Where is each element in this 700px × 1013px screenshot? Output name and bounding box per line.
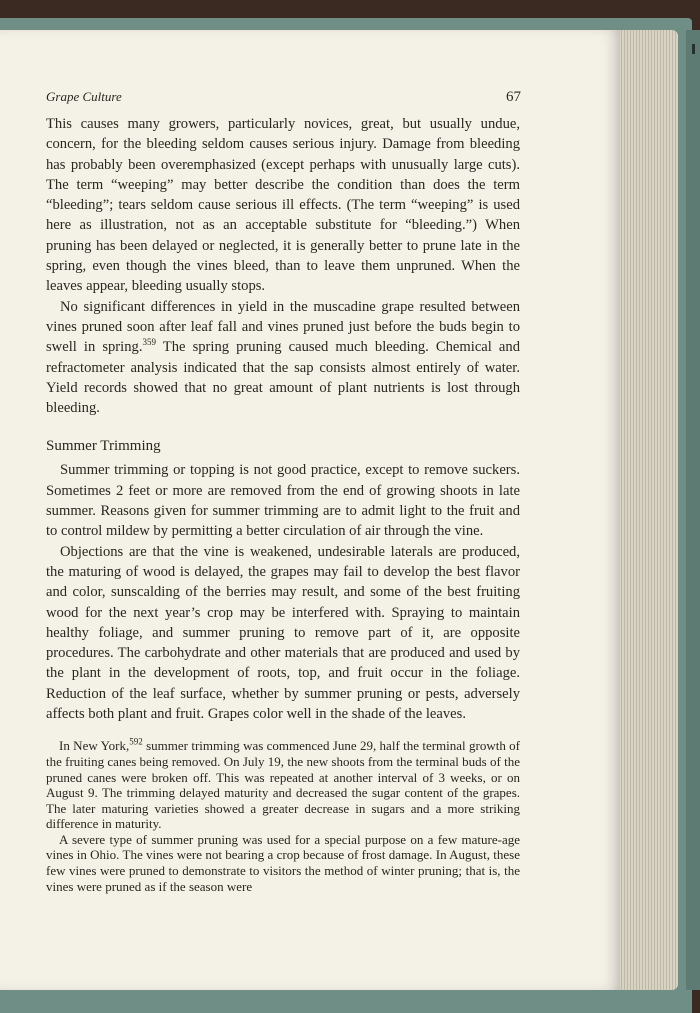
small-print-block [46,738,520,894]
reference-number: 592 [129,736,143,747]
paragraph-objections: Objections are that the vine is weakened, undesirable laterals are produced, the maturing of wood is delayed, the grapes may fail to develop the best flavor and color, sunscalding of the berries may result, and some of the best fruiting wood for the next year’s crop may be interfered with. Spraying to maintain healthy foliage, and summer pruning to remove part of it, are opposite procedures. The carbohydrate and other materials that are produced and used by the plant in the development of roots, top, and fruit occur in the foliage. Reduction of the leaf surface, whether by summer pruning or pests, adversely affects both plant and fruit. Grapes color well in the shade of the leaves. [46,543,520,723]
paragraph-muscadine [46,297,520,419]
book-spine [686,30,700,990]
text: In New York, [59,738,130,754]
reference-number: 359 [142,337,156,348]
paragraph-new-york [46,738,520,832]
text: summer trimming was commenced June 29, half the terminal growth of the fruiting canes being removed. On July 19, the new shoots from the terminal buds of the pruned canes were broken off. This was repeated at another interval of 3 weeks, or on August 9. The trimming delayed maturity and decreased the sugar content of the grapes. The later maturing varieties showed a greater decrease in sugars and a more striking difference in maturity. [46,738,521,832]
paragraph-summer-trimming: Summer trimming or topping is not good practice, except to remove suckers. Sometimes 2 feet or more are removed from the end of growing shoots in late summer. Reasons given for summer trimming are to admit light to the fruit and to control mildew by permitting a better circulation of air through the vine. [46,462,520,540]
running-head: Grape Culture [46,89,122,104]
section-heading: Summer Trimming [46,438,161,455]
body-text [46,114,520,894]
page-number: 67 [506,89,521,105]
text: The spring pruning caused much bleeding. Chemical and refractometer analysis indicated that the sap consists almost entirely of water. Yield records showed that no great amount of plant nutrients is lost through bleeding. [46,339,520,417]
spine-mark [692,44,695,54]
text: No significant differences in yield in the muscadine grape resulted between vines pruned soon after leaf fall and vines pruned just before the buds begin to swell in spring. [46,298,520,356]
paragraph-ohio: A severe type of summer pruning was used for a special purpose on a few mature-age vines in Ohio. The vines were not bearing a crop because of frost damage. In August, these few vines were pruned to demonstrate to visitors the method of winter pruning; that is, the vines were pruned as if the season were [46,831,520,894]
paragraph-bleeding: This causes many growers, particularly novices, great, but usually undue, concern, for the bleeding seldom causes serious injury. Damage from bleeding has probably been overemphasized (except perhaps with unusually large cuts). The term “weeping” may better describe the condition than does the term “bleeding”; tears seldom cause serious ill effects. (The term “weeping” is used here as illustration, not as an acceptable substitute for “bleeding.”) When pruning has been delayed or neglected, it is generally better to prune late in the spring, even though the vines bleed, than to leave them unpruned. When the leaves appear, bleeding usually stops. [46,116,520,295]
